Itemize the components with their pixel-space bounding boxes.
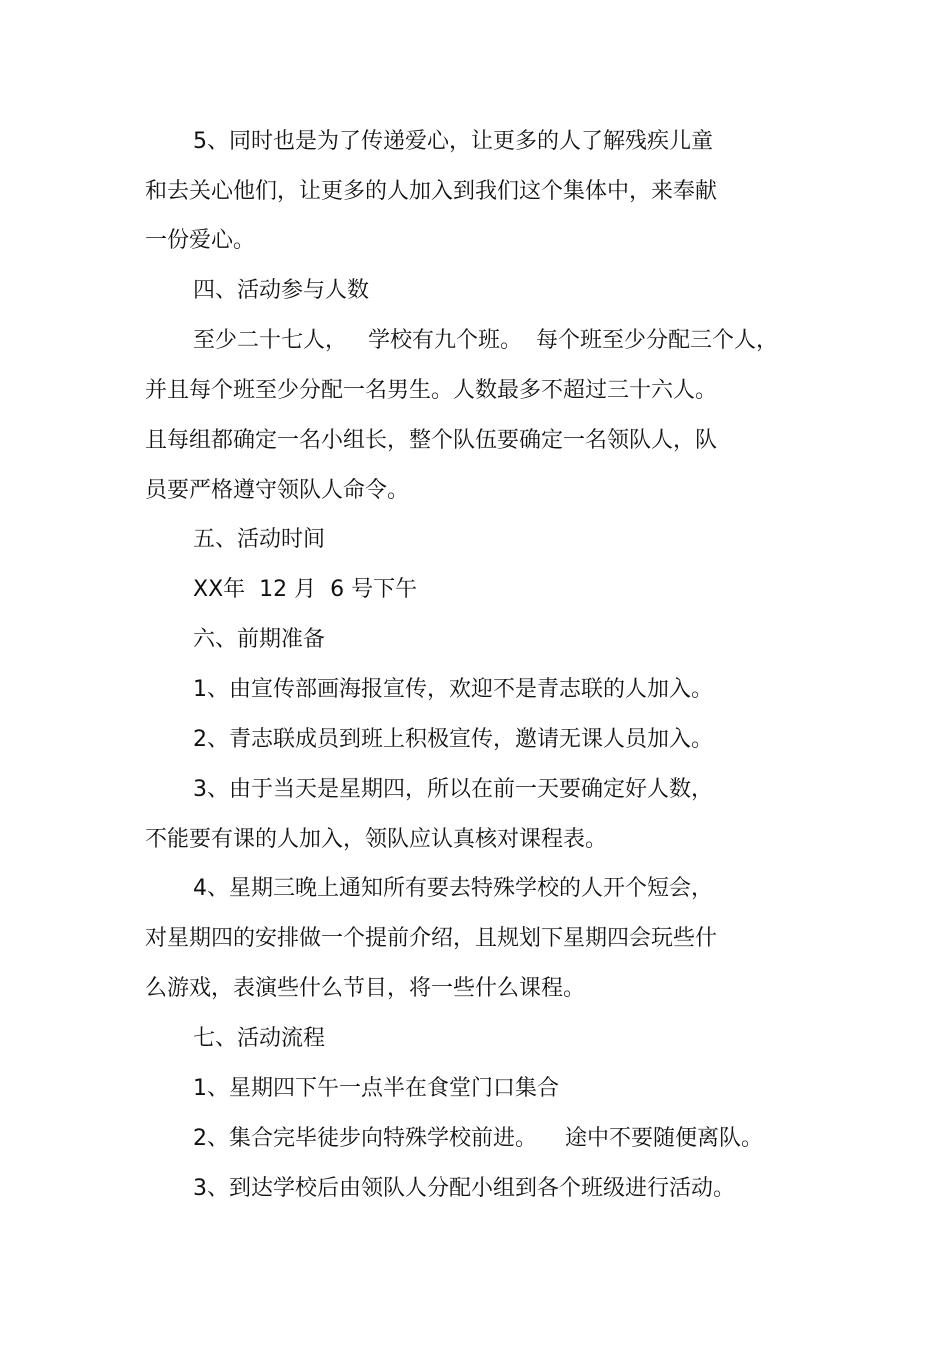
list-item: 1、由宣传部画海报宣传，欢迎不是青志联的人加入。 (193, 677, 713, 702)
section-heading: 七、活动流程 (193, 1026, 326, 1051)
paragraph-line: 5、同时也是为了传递爱心，让更多的人了解残疾儿童 (193, 129, 713, 154)
list-item: 4、星期三晚上通知所有要去特殊学校的人开个短会， (193, 876, 713, 901)
paragraph-line: 一份爱心。 (145, 228, 256, 253)
section-heading: 五、活动时间 (193, 527, 326, 552)
paragraph-line: 并且每个班至少分配一名男生。人数最多不超过三十六人。 (145, 378, 718, 403)
list-item: 2、青志联成员到班上积极宣传，邀请无课人员加入。 (193, 727, 713, 752)
paragraph-line: 且每组都确定一名小组长，整个队伍要确定一名领队人，队 (145, 428, 718, 453)
paragraph-line: 和去关心他们，让更多的人加入到我们这个集体中，来奉献 (145, 179, 718, 204)
list-item-continuation: 么游戏，表演些什么节目，将一些什么课程。 (145, 976, 586, 1001)
list-item: 3、由于当天是星期四，所以在前一天要确定好人数， (193, 777, 713, 802)
list-item: 1、星期四下午一点半在食堂门口集合 (193, 1076, 559, 1101)
list-item-continuation: 不能要有课的人加入，领队应认真核对课程表。 (145, 827, 608, 852)
paragraph-line: 至少二十七人， 学校有九个班。 每个班至少分配三个人， (193, 328, 778, 353)
paragraph-line: XX年 12 月 6 号下午 (193, 577, 418, 602)
section-heading: 六、前期准备 (193, 627, 326, 652)
list-item: 2、集合完毕徒步向特殊学校前进。 途中不要随便离队。 (193, 1126, 763, 1151)
paragraph-line: 员要严格遵守领队人命令。 (145, 478, 410, 503)
list-item: 3、到达学校后由领队人分配小组到各个班级进行活动。 (193, 1176, 735, 1201)
section-heading: 四、活动参与人数 (193, 278, 370, 303)
list-item-continuation: 对星期四的安排做一个提前介绍，且规划下星期四会玩些什 (145, 926, 718, 951)
